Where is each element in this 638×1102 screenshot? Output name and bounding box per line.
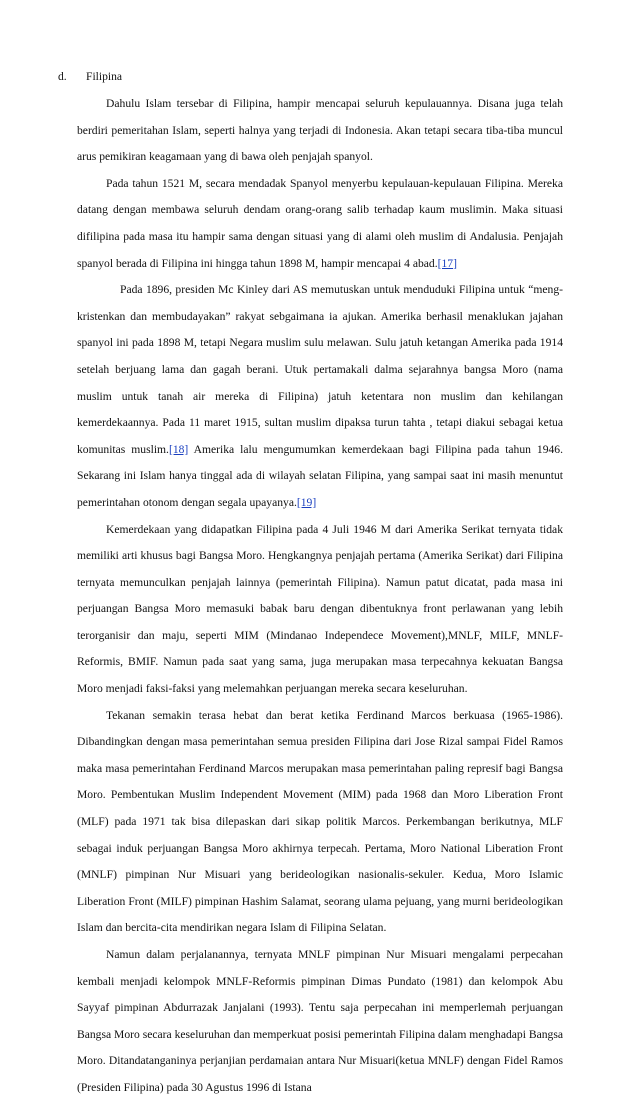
paragraph <box>77 517 563 703</box>
paragraph-text: Namun dalam perjalanannya, ternyata MNLF pimpinan Nur Misuari mengalami perpecahan kembali menjadi kelompok MNLF-Reformis pimpinan Dimas Pundato (1981) dan kelompok Abu Sayyaf pimpinan Abdurrazak Janjalani (1993). Tentu saja perpecahan ini memperlemah perjuangan Bangsa Moro secara keseluruhan dan memperkuat posisi pemerintah Filipina dalam menghadapi Bangsa Moro. Ditandatanganinya perjanjian perdamaian antara Nur Misuari(ketua MNLF) dengan Fidel Ramos (Presiden Filipina) pada 30 Agustus 1996 di Istana <box>77 948 563 1094</box>
paragraph <box>77 942 563 1102</box>
body-text <box>77 91 563 1102</box>
footnote-reference-link[interactable]: [17] <box>437 256 457 270</box>
paragraph <box>77 91 563 171</box>
paragraph-text: Pada 1896, presiden Mc Kinley dari AS memutuskan untuk menduduki Filipina untuk “meng-kristenkan dan membudayakan” rakyat sebgaimana ia ajukan. Amerika berhasil menaklukan jajahan spanyol ini pada 1898 M, tetapi Negara muslim sulu melawan. Sulu jatuh ketangan Amerika pada 1914 setelah berjuang lama dan gagah berani. Utuk pertamakali dalma sejarahnya bangsa Moro (nama muslim untuk tanah air mereka di Filipina) jatuh ketentara non muslim dan kehilangan kemerdekaannya. Pada 11 maret 1915, sultan muslim dipaksa turun tahta , tetapi diakui sebagai ketua komunitas muslim. <box>77 283 563 456</box>
paragraph <box>77 277 563 516</box>
section-heading <box>58 70 122 83</box>
footnote-reference-link[interactable]: [18] <box>168 442 189 456</box>
paragraph-text: Tekanan semakin terasa hebat dan berat ketika Ferdinand Marcos berkuasa (1965-1986). Dibandingkan dengan masa pemerintahan semua presiden Filipina dari Jose Rizal sampai Fidel Ramos maka masa pemerintahan Ferdinand Marcos merupakan masa pemerintahan paling represif bagi Bangsa Moro. Pembentukan Muslim Independent Movement (MIM) pada 1968 dan Moro Liberation Front (MLF) pada 1971 tak bisa dilepaskan dari sikap politik Marcos. Perkembangan berikutnya, MLF sebagai induk perjuangan Bangsa Moro akhirnya terpecah. Pertama, Moro National Liberation Front (MNLF) pimpinan Nur Misuari yang berideologikan nasionalis-sekuler. Kedua, Moro Islamic Liberation Front (MILF) pimpinan Hashim Salamat, seorang ulama pejuang, yang murni berideologikan Islam dan bercita-cita mendirikan negara Islam di Filipina Selatan. <box>77 708 563 935</box>
paragraph-text: Pada tahun 1521 M, secara mendadak Spanyol menyerbu kepulauan-kepulauan Filipina. Mereka datang dengan membawa seluruh dendam orang-orang salib terhadap kaum muslimin. Maka situasi difilipina pada masa itu hampir sama dengan situasi yang di alami oleh muslim di Andalusia. Penjajah spanyol berada di Filipina ini hingga tahun 1898 M, hampir mencapai 4 abad. <box>77 176 563 270</box>
footnote-reference-link[interactable]: [19] <box>296 495 317 509</box>
section-number: d. <box>58 70 67 83</box>
paragraph <box>77 171 563 277</box>
paragraph <box>77 703 563 942</box>
section-title: Filipina <box>86 70 123 83</box>
paragraph-text: Amerika lalu mengumumkan kemerdekaan bagi Filipina pada tahun 1946. Sekarang ini Islam hanya tinggal ada di wilayah selatan Filipina, yang sampai saat ini masih menuntut pemerintahan otonom dengan segala upayanya. <box>77 442 564 509</box>
paragraph-text: Dahulu Islam tersebar di Filipina, hampir mencapai seluruh kepulauannya. Disana juga telah berdiri pemeritahan Islam, seperti halnya yang terjadi di Indonesia. Akan tetapi secara tiba-tiba muncul arus pemikiran keagamaan yang di bawa oleh penjajah spanyol. <box>77 97 563 164</box>
paragraph-text: Kemerdekaan yang didapatkan Filipina pada 4 Juli 1946 M dari Amerika Serikat ternyata tidak memiliki arti khusus bagi Bangsa Moro. Hengkangnya penjajah pertama (Amerika Serikat) dari Filipina ternyata memunculkan penjajah lainnya (pemerintah Filipina). Namun patut dicatat, pada masa ini perjuangan Bangsa Moro memasuki babak baru dengan dibentuknya front perlawanan yang lebih terorganisir dan maju, seperti MIM (Mindanao Independece Movement),MNLF, MILF, MNLF-Reformis, BMIF. Namun pada saat yang sama, juga merupakan masa terpecahnya kekuatan Bangsa Moro menjadi faksi-faksi yang melemahkan perjuangan mereka secara keseluruhan. <box>77 522 563 696</box>
